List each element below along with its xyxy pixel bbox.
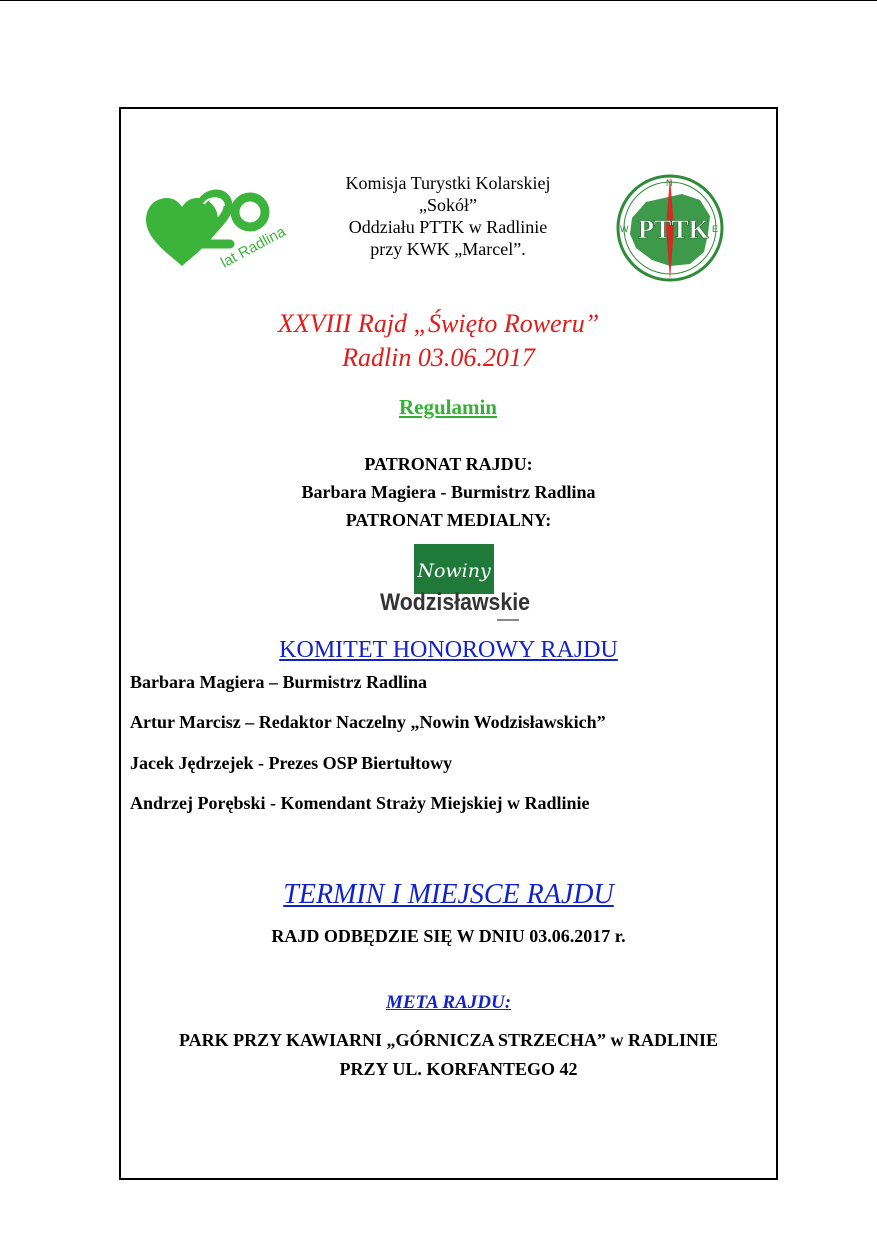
committee-member-2: Artur Marcisz – Redaktor Naczelny „Nowin Wodzisławskich” [130, 712, 606, 732]
patronage-heading: PATRONAT RAJDU: [364, 454, 533, 474]
termin-heading: TERMIN I MIEJSCE RAJDU [283, 879, 614, 910]
event-title-line-1: XXVIII Rajd „Święto Roweru” [277, 309, 600, 338]
heart-20-lat-radlina-logo [144, 182, 289, 274]
svg-text:N: N [666, 178, 673, 188]
pttk-compass-logo [612, 172, 728, 284]
organizer-line-4: przy KWK „Marcel”. [370, 239, 526, 259]
patronage-name: Barbara Magiera - Burmistrz Radlina [301, 482, 596, 502]
organizer-line-3: Oddziału PTTK w Radlinie [348, 217, 548, 237]
svg-text:W: W [620, 224, 629, 234]
event-title-line-2: Radlin 03.06.2017 [342, 343, 535, 372]
committee-heading: KOMITET HONOROWY RAJDU [279, 637, 618, 663]
organizer-line-1: Komisja Turystki Kolarskiej [345, 173, 551, 193]
nowiny-script-text: Nowiny [417, 560, 491, 582]
nowiny-main-text: Wodzisławskie [380, 589, 530, 616]
committee-member-3: Jacek Jędrzejek - Prezes OSP Biertułtowy [130, 753, 453, 773]
logo-left-text: lat Radlina [217, 223, 289, 272]
nowiny-wodzislawskie-logo [379, 543, 532, 627]
organizer-line-2: „Sokół” [419, 195, 477, 215]
meta-line-1: PARK PRZY KAWIARNI „GÓRNICZA STRZECHA” w RADLINIE [178, 1030, 719, 1050]
regulamin-heading: Regulamin [398, 395, 497, 419]
logo-right-text: PTTK [638, 215, 709, 244]
termin-date-text: RAJD ODBĘDZIE SIĘ W DNIU 03.06.2017 r. [271, 926, 626, 946]
meta-heading: META RAJDU: [385, 992, 512, 1013]
meta-line-2: PRZY UL. KORFANTEGO 42 [339, 1059, 578, 1079]
media-patronage-heading: PATRONAT MEDIALNY: [345, 510, 552, 530]
organizer-block [300, 172, 596, 260]
page-top-rule [0, 0, 877, 1]
committee-member-4: Andrzej Porębski - Komendant Straży Miejskiej w Radlinie [130, 793, 590, 813]
svg-text:E: E [712, 224, 719, 234]
committee-member-1: Barbara Magiera – Burmistrz Radlina [130, 672, 427, 692]
